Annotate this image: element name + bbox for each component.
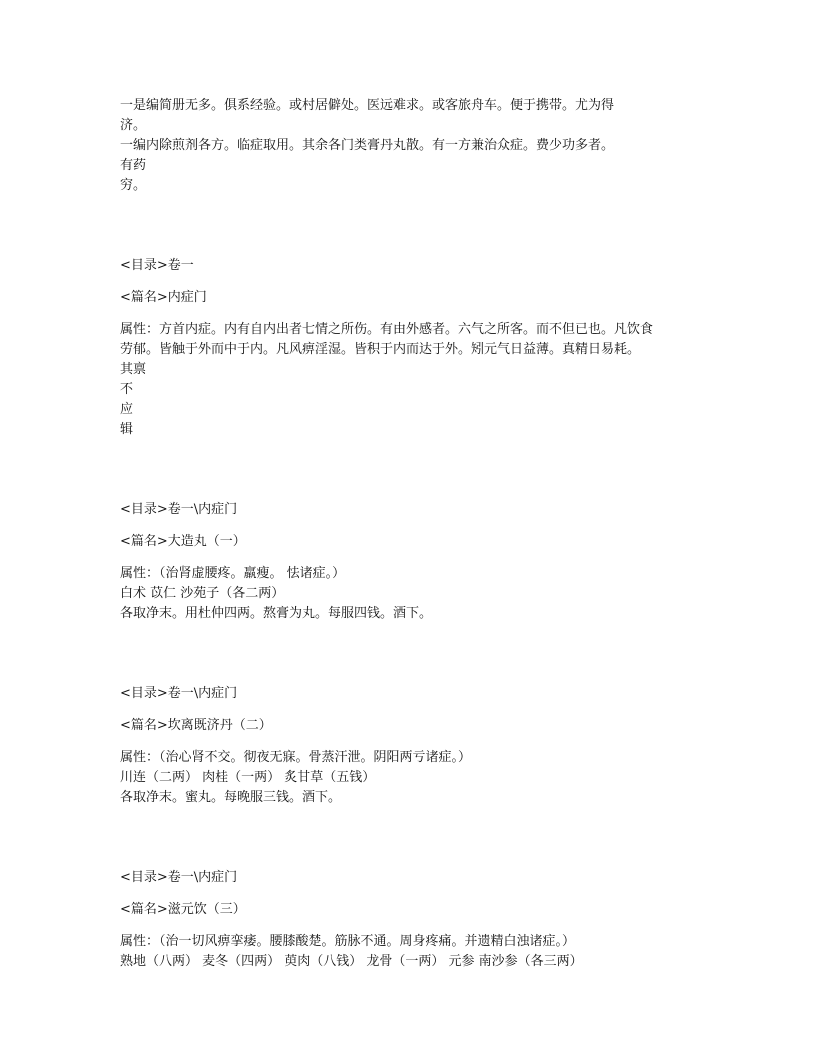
body-line: 属性：方首内症。内有自内出者七情之所伤。有由外感者。六气之所客。而不但已也。凡饮食: [120, 322, 654, 337]
body-line: 熟地（八两） 麦冬（四两） 萸肉（八钱） 龙骨（一两） 元参 南沙参（各三两）: [120, 954, 583, 969]
preface-line: 穷。: [120, 178, 147, 193]
body-line: 劳郁。皆触于外而中于内。凡风痹淫湿。皆积于内而达于外。矧元气日益薄。真精日易耗。: [120, 342, 641, 357]
section-neizheng: [120, 256, 680, 440]
chapter-title: <篇名>内症门: [120, 290, 207, 305]
preface-line: 有药: [120, 158, 147, 173]
preface-line: 一编内除煎剂各方。临症取用。其余各门类膏丹丸散。有一方兼治众症。费少功多者。: [120, 138, 615, 153]
body-line: 属性：（治心肾不交。彻夜无寐。骨蒸汗泄。阴阳两亏诸症。）: [120, 750, 472, 765]
catalog-heading: <目录>卷一\内症门: [120, 686, 238, 701]
body-line: 属性：（治一切风痹挛痿。腰膝酸楚。筋脉不通。周身疼痛。并遗精白浊诸症。）: [120, 934, 576, 949]
body-line: 不: [120, 382, 134, 397]
catalog-heading: <目录>卷一: [120, 258, 194, 273]
body-line: 川连（二两） 肉桂（一两） 炙甘草（五钱）: [120, 770, 376, 785]
body-line: 各取净末。蜜丸。每晚服三钱。酒下。: [120, 790, 342, 805]
catalog-heading: <目录>卷一\内症门: [120, 870, 238, 885]
preface-line: 一是编简册无多。俱系经验。或村居僻处。医远难求。或客旅舟车。便于携带。尤为得: [120, 98, 615, 113]
document-page: [120, 96, 680, 972]
chapter-title: <篇名>坎离既济丹（二）: [120, 718, 272, 733]
chapter-title: <篇名>大造丸（一）: [120, 534, 246, 549]
body-line: 应: [120, 402, 134, 417]
chapter-title: <篇名>滋元饮（三）: [120, 902, 246, 917]
body-line: 白术 苡仁 沙苑子（各二两）: [120, 586, 285, 601]
body-line: 属性：（治肾虚腰疼。羸瘦。 怯诸症。）: [120, 566, 346, 581]
body-line: 其禀: [120, 362, 147, 377]
section-dazaowan: [120, 500, 680, 624]
section-ziyuanyin: [120, 868, 680, 972]
preface-line: 济。: [120, 118, 147, 133]
body-line: 辑: [120, 422, 134, 437]
section-kanlijijidan: [120, 684, 680, 808]
preface-block: [120, 96, 680, 196]
catalog-heading: <目录>卷一\内症门: [120, 502, 238, 517]
body-line: 各取净末。用杜仲四两。熬膏为丸。每服四钱。酒下。: [120, 606, 433, 621]
